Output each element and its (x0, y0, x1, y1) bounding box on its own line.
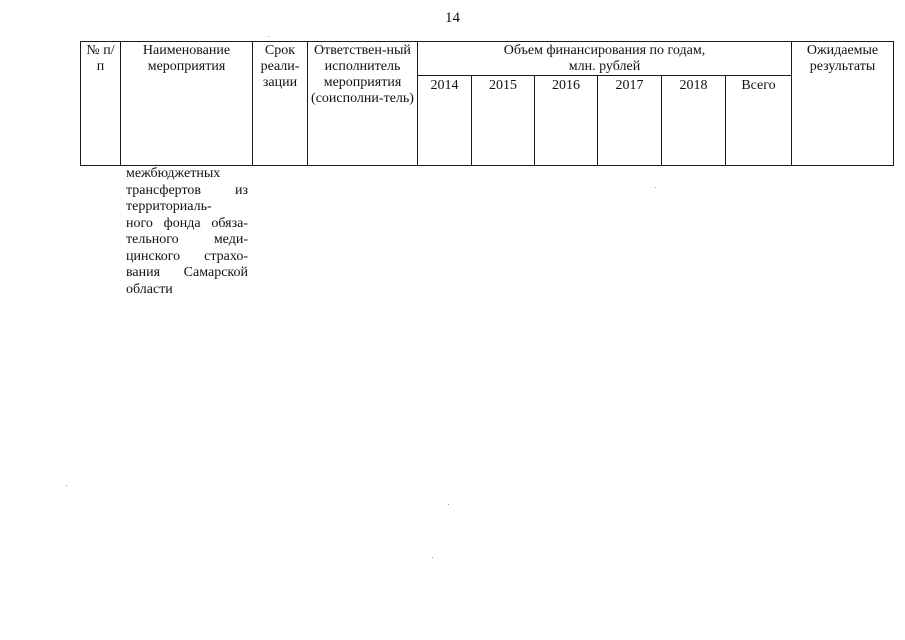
funding-title-line-2: млн. рублей (568, 59, 641, 74)
col-header-year-2017: 2017 (598, 76, 662, 166)
scan-speck (448, 504, 449, 505)
col-header-executor: Ответствен-ный исполнитель мероприятия (соисполни-тель) (308, 42, 418, 166)
col-header-number: № п/п (81, 42, 121, 166)
scan-speck (66, 485, 67, 486)
scan-speck (655, 187, 656, 188)
col-header-year-2014: 2014 (418, 76, 472, 166)
col-header-event-name: Наименование мероприятия (121, 42, 253, 166)
scan-speck (268, 36, 269, 37)
continuation-line: территориаль- (126, 199, 212, 214)
continuation-line: цинского страхо- (126, 248, 248, 264)
funding-title-line-1: Объем финансирования по годам, (503, 43, 706, 58)
event-name-continuation (126, 166, 248, 298)
continuation-line: ного фонда обяза- (126, 215, 248, 231)
col-header-funding (418, 42, 792, 76)
col-header-year-2018: 2018 (662, 76, 726, 166)
continuation-line: трансфертов из (126, 182, 248, 198)
col-header-term: Срок реали-зации (253, 42, 308, 166)
continuation-line: межбюджетных (126, 166, 221, 181)
scan-speck (432, 557, 433, 558)
col-header-year-2016: 2016 (535, 76, 598, 166)
funding-table-header (80, 41, 894, 166)
col-header-total: Всего (726, 76, 792, 166)
page-number: 14 (445, 10, 460, 26)
continuation-line: вания Самарской (126, 265, 248, 280)
continuation-line: тельного меди- (126, 232, 248, 247)
col-header-year-2015: 2015 (472, 76, 535, 166)
continuation-line: области (126, 281, 173, 297)
col-header-expected-results: Ожидаемые результаты (792, 42, 894, 166)
